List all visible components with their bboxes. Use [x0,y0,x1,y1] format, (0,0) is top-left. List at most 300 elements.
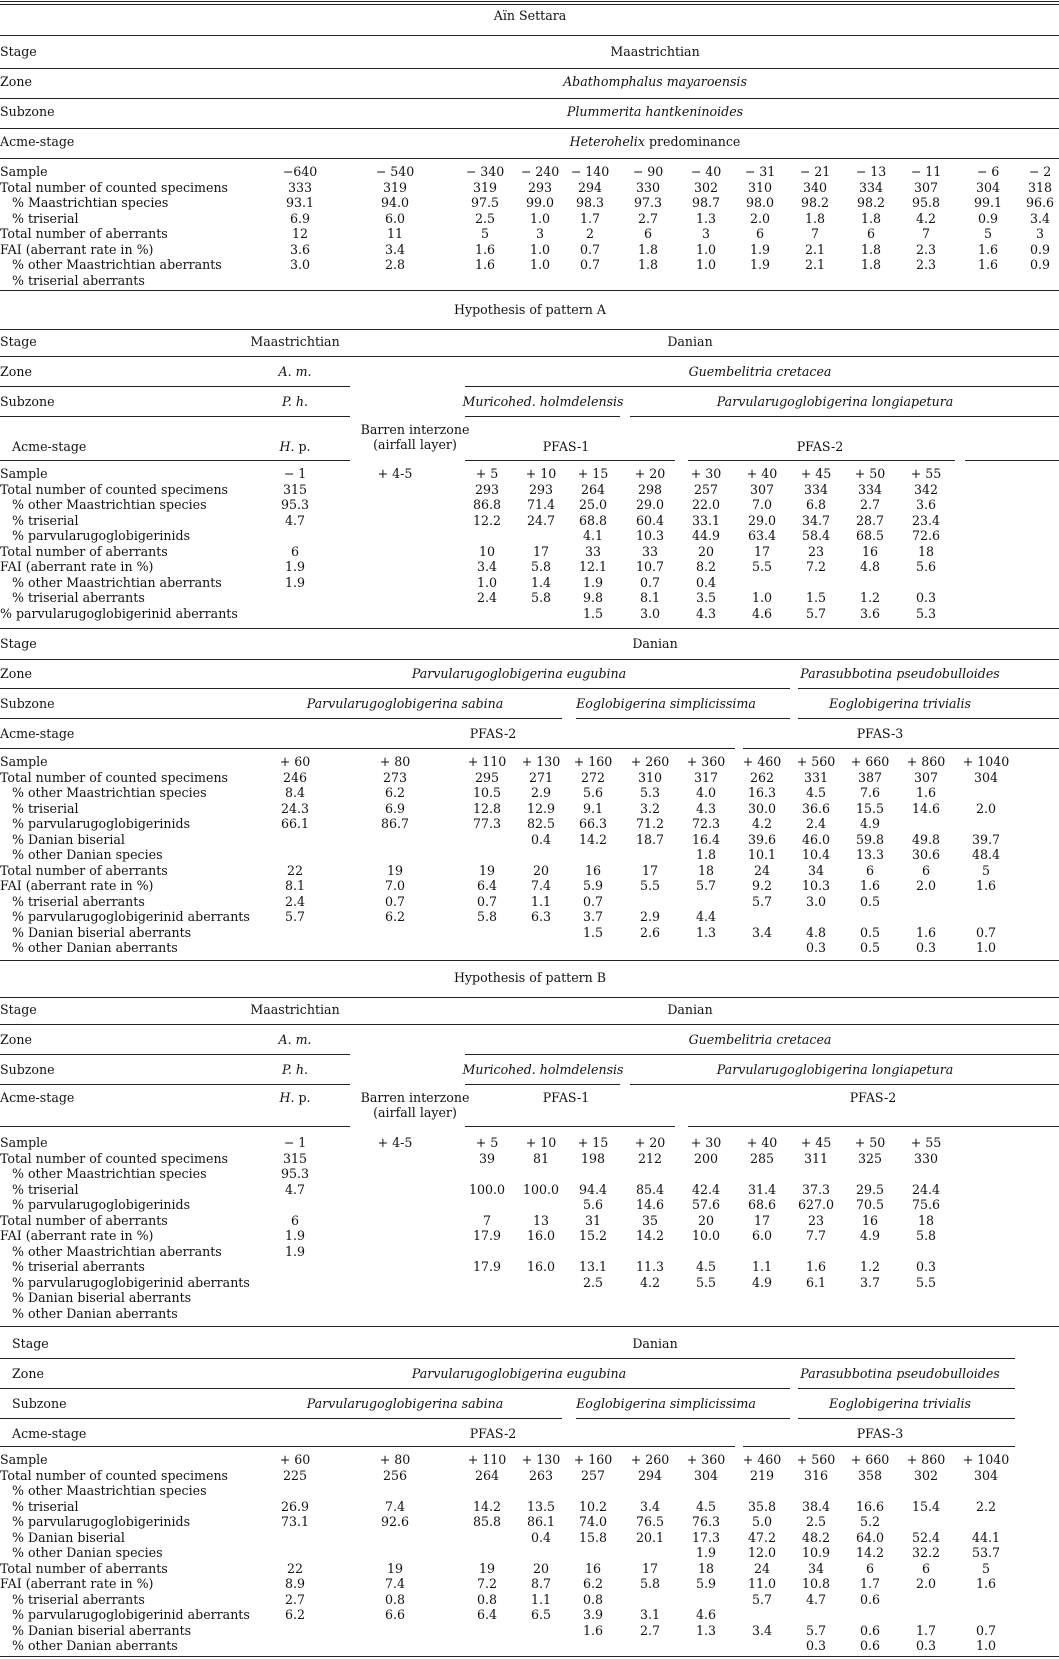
table-cell: 34 [807,1560,825,1576]
header-rule [0,460,350,461]
table-cell: 330 [635,179,661,195]
table-cell: 19 [386,1560,404,1576]
header-cell: Parasubbotina pseudobulloides [800,1366,1000,1381]
table-cell: 315 [282,481,308,497]
header-rule [465,1084,620,1085]
table-cell: 20 [532,1560,550,1576]
table-cell: 1.2 [859,1259,881,1274]
table-cell: + 260 [630,1452,670,1467]
table-cell: 10.2 [578,1498,608,1514]
row-label: % parvularugoglobigerinids [12,816,191,831]
table-cell: 1.0 [751,590,773,605]
table-cell: 5.7 [805,1622,827,1638]
header-cell: Parvularugoglobigerina sabina [306,696,504,711]
table-cell: + 15 [577,1135,609,1150]
table-cell: + 30 [690,1135,722,1150]
header-label-subzone: Subzone [0,104,55,119]
table-cell: + 50 [854,466,886,481]
table-cell: 5.7 [805,605,827,621]
table-cell: + 60 [279,1452,311,1467]
table-cell: + 110 [467,754,507,769]
table-cell: 23 [807,543,825,559]
table-cell: 10.8 [801,1576,831,1591]
table-cell: 11.3 [635,1259,665,1274]
table-cell: + 860 [906,1452,946,1467]
table-cell: 2.0 [749,210,771,226]
table-cell: 32.2 [911,1545,941,1560]
header-rule [630,1084,1059,1085]
table-cell: 98.3 [575,195,605,210]
table-cell: 3.7 [582,909,604,924]
table-cell: − 6 [976,164,1000,179]
table-cell: 212 [637,1150,663,1166]
table-cell: 3.6 [915,497,937,512]
table-cell: 8.2 [695,559,717,574]
table-cell: 30.6 [911,847,941,862]
table-cell: 9.8 [582,590,604,605]
table-cell: 1.9 [695,1545,717,1560]
header-rule [743,1446,1015,1447]
table-cell: 3.6 [859,605,881,621]
table-cell: + 460 [742,1452,782,1467]
row-label: Sample [0,466,48,481]
table-cell: 5.7 [751,893,773,909]
table-cell: 3.1 [639,1607,661,1622]
table-cell: 1.8 [860,257,882,272]
header-label-subzone: Subzone [12,1396,67,1411]
header-rule [576,1418,790,1419]
table-cell: 5.3 [639,785,661,800]
table-cell: + 55 [910,466,942,481]
row-label: FAI (aberrant rate in %) [0,1576,154,1591]
table-cell: 72.6 [911,528,941,543]
header-rule [465,1126,675,1127]
table-cell: 22.0 [691,497,721,512]
header-label-acme-stage: Acme-stage [0,726,75,741]
table-cell: 2.9 [530,785,552,800]
table-cell: 7.0 [751,497,773,512]
row-label: FAI (aberrant rate in %) [0,559,154,574]
table-cell: + 45 [800,466,832,481]
table-cell: 95.3 [280,1166,310,1181]
table-cell: 13 [532,1212,550,1228]
table-cell: 16.0 [526,1259,556,1274]
table-cell: 7.6 [859,785,881,800]
table-cell: 5.6 [582,1197,604,1212]
table-cell: 10.0 [691,1228,721,1243]
table-cell: 257 [693,481,719,497]
table-cell: 23 [807,1212,825,1228]
table-cell: 3.5 [695,590,717,605]
table-cell: 0.5 [859,940,881,955]
table-cell: 6.0 [384,210,406,226]
header-cell: PFAS-1 [542,1090,590,1105]
table-cell: 3.4 [1029,210,1051,226]
table-cell: 2.6 [639,924,661,940]
table-cell: 316 [803,1467,829,1483]
table-cell: 37.3 [801,1181,831,1197]
table-cell: 15.5 [855,800,885,816]
header-label-subzone: Subzone [0,1062,55,1077]
table-cell: 4.9 [751,1274,773,1290]
table-cell: 342 [913,481,939,497]
header-cell: Danian [632,636,678,651]
table-cell: 3 [701,226,711,241]
table-cell: 15.2 [578,1228,608,1243]
table-cell: 24.3 [280,800,310,816]
table-cell: + 260 [630,754,670,769]
table-cell: 28.7 [855,512,885,528]
table-cell: 3.4 [639,1498,661,1514]
header-cell: PFAS-3 [856,1426,904,1441]
table-cell: + 110 [467,1452,507,1467]
header-rule [0,748,735,749]
table-cell: 12.0 [747,1545,777,1560]
table-cell: 0.6 [859,1591,881,1607]
table-cell: 7.4 [384,1576,406,1591]
table-cell: 315 [282,1150,308,1166]
table-cell: 3.0 [639,605,661,621]
row-label: % other Maastrichtian aberrants [12,1243,222,1259]
top-rule [0,1,1059,2]
header-rule [0,98,1059,99]
table-cell: 7.7 [805,1228,827,1243]
table-cell: 2.5 [474,210,496,226]
table-cell: 10.3 [635,528,665,543]
table-cell: 1.8 [637,241,659,257]
table-cell: 2.7 [639,1622,661,1638]
table-cell: 4.3 [695,605,717,621]
header-cell [570,134,741,150]
table-cell: 17.9 [472,1228,502,1243]
table-cell: 1.8 [860,210,882,226]
table-cell: 1.3 [695,1622,717,1638]
table-cell: 5.5 [751,559,773,574]
table-cell: 59.8 [855,831,885,847]
table-cell: 6.2 [284,1607,306,1622]
header-rule [0,1446,735,1447]
table-cell: 7.4 [384,1498,406,1514]
header-label-stage: Stage [0,636,37,651]
table-cell: 2.5 [805,1514,827,1529]
header-cell: PFAS-3 [856,726,904,741]
table-cell: 4.6 [751,605,773,621]
table-cell: 293 [474,481,500,497]
table-cell: + 560 [796,754,836,769]
table-cell: 311 [803,1150,829,1166]
table-cell: 263 [528,1467,554,1483]
table-cell: 1.8 [695,847,717,862]
table-cell: 71.4 [526,497,556,512]
table-cell: 2.3 [915,257,937,272]
table-cell: 1.0 [975,940,997,955]
table-cell: 246 [282,769,308,785]
table-cell: + 20 [634,1135,666,1150]
row-label: Total number of aberrants [0,226,168,241]
header-cell: P. h. [281,394,309,409]
table-cell: 5.7 [695,878,717,893]
table-cell: 307 [913,179,939,195]
table-cell: 8.1 [284,878,306,893]
table-cell: 6 [865,862,875,878]
table-cell: 29.5 [855,1181,885,1197]
table-cell: 0.9 [1029,257,1051,272]
barren-interzone-label: Barren interzone [360,422,470,437]
table-cell: 0.3 [805,940,827,955]
table-cell: 4.8 [805,924,827,940]
table-cell: 6.2 [384,785,406,800]
table-cell: 1.2 [859,590,881,605]
table-cell: 66.3 [578,816,608,831]
table-cell: 0.7 [384,893,406,909]
table-cell: 6.1 [805,1274,827,1290]
table-cell: 334 [857,481,883,497]
table-cell: 8.9 [284,1576,306,1591]
table-cell: 0.5 [859,924,881,940]
table-cell: 0.3 [915,1638,937,1653]
table-cell: 198 [580,1150,606,1166]
table-cell: 8.4 [284,785,306,800]
table-cell: 81 [532,1150,550,1166]
row-label: Sample [0,1452,48,1467]
table-cell: + 160 [573,754,613,769]
table-cell: 96.6 [1025,195,1055,210]
table-cell: 2 [585,226,595,241]
table-cell: + 45 [800,1135,832,1150]
table-cell: 23.4 [911,512,941,528]
table-cell: 16 [584,862,602,878]
table-cell: 52.4 [911,1529,941,1545]
table-cell: 17 [641,1560,659,1576]
table-cell: − 1 [283,1135,307,1150]
row-label: % parvularugoglobigerinids [12,1514,191,1529]
table-cell: 20 [697,1212,715,1228]
table-cell: 33 [584,543,602,559]
table-cell: 6 [643,226,653,241]
table-cell: 30.0 [747,800,777,816]
table-cell: 12.2 [472,512,502,528]
table-cell: 15.8 [578,1529,608,1545]
header-rule [798,688,1059,689]
row-label: % parvularugoglobigerinid aberrants [0,605,238,621]
table-cell: 4.7 [805,1591,827,1607]
table-cell: 16 [584,1560,602,1576]
table-cell: 97.3 [633,195,663,210]
table-cell: 16.6 [855,1498,885,1514]
table-cell: 0.3 [915,1259,937,1274]
table-cell: 4.1 [582,528,604,543]
row-label: % Danian biserial [12,1529,125,1545]
row-label: % other Danian aberrants [12,1638,178,1653]
table-cell: 68.5 [855,528,885,543]
table-cell: 11.0 [747,1576,777,1591]
table-cell: 29.0 [635,497,665,512]
header-cell: Guembelitria cretacea [688,364,832,379]
table-cell: 86.8 [472,497,502,512]
table-cell: 1.0 [695,241,717,257]
table-cell: − 1 [283,466,307,481]
table-cell: + 30 [690,466,722,481]
header-cell: A. m. [278,364,312,379]
header-label-acme-stage: Acme-stage [12,439,87,454]
header-cell: A. m. [278,1032,312,1047]
header-label-zone: Zone [0,666,32,681]
table-cell: 58.4 [801,528,831,543]
table-cell: 4.5 [805,785,827,800]
table-cell: 225 [282,1467,308,1483]
table-cell: 7.2 [805,559,827,574]
row-label: % parvularugoglobigerinid aberrants [12,909,250,924]
table-cell: 33.1 [691,512,721,528]
table-cell: 4.7 [284,512,306,528]
header-cell-rest: p. [294,439,311,454]
header-rule [0,1084,350,1085]
table-cell: − 21 [799,164,831,179]
table-cell: − 240 [520,164,560,179]
table-cell: 1.7 [859,1576,881,1591]
table-cell: 4.7 [284,1181,306,1197]
section-bottom-rule [0,290,1059,291]
header-rule [743,748,1059,749]
table-cell: 2.7 [859,497,881,512]
table-cell: 16 [861,543,879,559]
table-cell: 319 [472,179,498,195]
table-cell: + 360 [686,1452,726,1467]
row-label: % parvularugoglobigerinids [12,1197,191,1212]
table-cell: + 460 [742,754,782,769]
table-cell: 256 [382,1467,408,1483]
row-label: % parvularugoglobigerinids [12,528,191,543]
table-cell: 17.3 [691,1529,721,1545]
table-cell: 77.3 [472,816,502,831]
table-cell: 68.6 [747,1197,777,1212]
table-cell: 70.5 [855,1197,885,1212]
table-cell: + 560 [796,1452,836,1467]
table-cell: 1.8 [804,210,826,226]
barren-interzone-sublabel: (airfall layer) [373,1105,457,1120]
table-cell: 340 [802,179,828,195]
table-cell: 94.4 [578,1181,608,1197]
table-cell: 3.7 [859,1274,881,1290]
table-cell: 0.7 [582,893,604,909]
header-cell: Danian [667,1002,713,1017]
table-cell: 0.3 [915,940,937,955]
section-title: Hypothesis of pattern B [453,970,607,985]
table-cell: 5 [480,226,490,241]
table-cell: 73.1 [280,1514,310,1529]
header-rule [798,1388,1015,1389]
table-cell: 12.9 [526,800,556,816]
title-rule [0,35,1059,36]
row-label: % Danian biserial aberrants [12,1290,192,1305]
table-cell: 25.0 [578,497,608,512]
table-cell: 98.7 [691,195,721,210]
row-label: % other Danian species [12,1545,163,1560]
table-cell: 98.2 [856,195,886,210]
table-cell: 5.8 [530,559,552,574]
table-cell: 2.4 [476,590,498,605]
table-cell: 219 [749,1467,775,1483]
header-cell: PFAS-2 [469,1426,517,1441]
table-cell: 3.0 [805,893,827,909]
table-cell: 0.6 [859,1638,881,1653]
table-cell: 0.3 [805,1638,827,1653]
header-cell: Parvularugoglobigerina longiapetura [716,1062,954,1077]
header-cell: Parvularugoglobigerina eugubina [411,666,627,681]
table-cell: 5 [981,1560,991,1576]
section-bottom-rule [0,628,1059,629]
row-label: Total number of counted specimens [0,481,229,497]
table-cell: 95.3 [280,497,310,512]
table-cell: 5.8 [476,909,498,924]
row-label: Total number of counted specimens [0,179,229,195]
table-cell: + 40 [746,1135,778,1150]
table-cell: 14.2 [855,1545,885,1560]
header-cell-rest: predominance [644,134,741,149]
table-cell: 298 [637,481,663,497]
table-cell: 358 [857,1467,883,1483]
table-cell: + 10 [525,1135,557,1150]
row-label: % triserial aberrants [12,272,145,288]
header-cell: PFAS-1 [542,439,590,454]
table-cell: 16.0 [526,1228,556,1243]
header-cell: Maastrichtian [250,1002,340,1017]
table-cell: 1.9 [284,559,306,574]
header-rule [0,718,562,719]
table-cell: 1.8 [860,241,882,257]
row-label: % triserial [12,1498,79,1514]
table-cell: 5.9 [695,1576,717,1591]
row-label: % triserial [12,512,79,528]
table-cell: 295 [474,769,500,785]
table-cell: 1.0 [529,241,551,257]
table-cell: + 660 [850,1452,890,1467]
table-cell: 7.4 [530,878,552,893]
row-label: % triserial [12,800,79,816]
table-cell: 5.6 [582,785,604,800]
table-cell: 92.6 [380,1514,410,1529]
table-cell: 294 [637,1467,663,1483]
table-cell: 1.6 [975,1576,997,1591]
row-label: Sample [0,164,48,179]
table-cell: 1.6 [474,241,496,257]
header-cell: PFAS-2 [849,1090,897,1105]
header-rule [630,416,1059,417]
table-cell: + 50 [854,1135,886,1150]
table-cell: + 1040 [962,754,1010,769]
table-cell: 0.3 [915,590,937,605]
table-cell: + 40 [746,466,778,481]
table-cell: 271 [528,769,554,785]
table-cell: 13.5 [526,1498,556,1514]
table-cell: 3.2 [639,800,661,816]
table-cell: 1.7 [915,1622,937,1638]
row-label: % triserial [12,1181,79,1197]
table-cell: 6.9 [384,800,406,816]
table-cell: 273 [382,769,408,785]
table-cell: 1.8 [637,257,659,272]
header-rule [576,718,790,719]
row-label: % other Maastrichtian aberrants [12,257,222,272]
table-cell: 3.4 [384,241,406,257]
table-cell: 20 [532,862,550,878]
title-rule [0,997,1059,998]
table-cell: 53.7 [971,1545,1001,1560]
table-cell: 6.0 [751,1228,773,1243]
table-cell: 318 [1027,179,1053,195]
table-cell: 6 [866,226,876,241]
row-label: % Danian biserial aberrants [12,1622,192,1638]
